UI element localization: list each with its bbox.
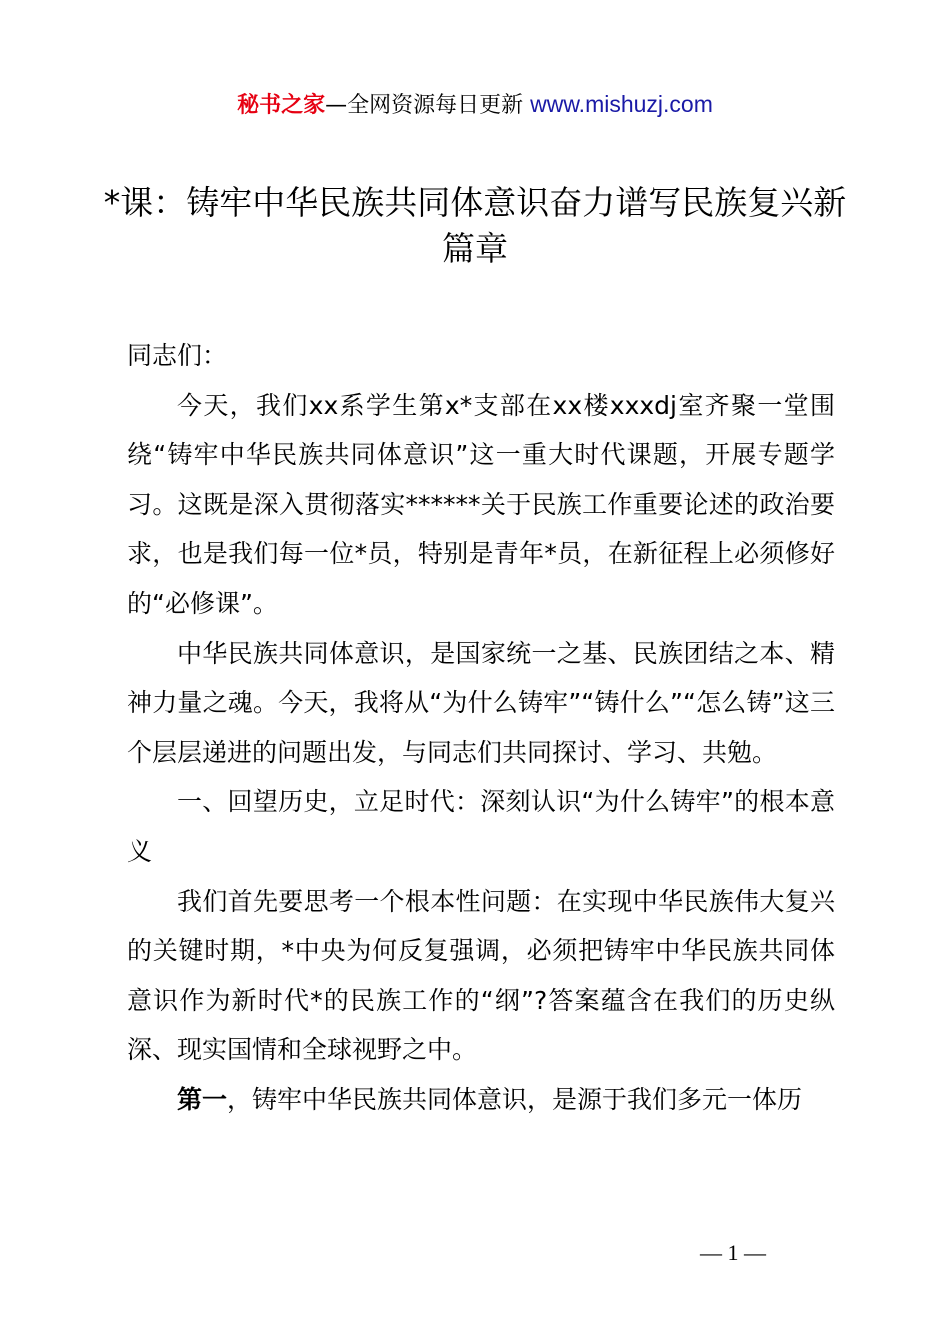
- site-url-link[interactable]: www.mishuzj.com: [530, 91, 713, 117]
- document-title: *课：铸牢中华民族共同体意识奋力谱写民族复兴新篇章: [103, 183, 847, 268]
- site-tagline: —全网资源每日更新: [325, 93, 531, 118]
- paragraph-3: 我们首先要思考一个根本性问题：在实现中华民族伟大复兴的关键时期，*中央为何反复强调，必须把铸牢中华民族共同体意识作为新时代*的民族工作的“纲”?答案蕴含在我们的历史纵深、现实国情和全球视野之中。: [127, 886, 835, 1065]
- paragraph-1: 今天，我们xx系学生第x*支部在xx楼xxxdj室齐聚一堂围绕“铸牢中华民族共同体意识”这一重大时代课题，开展专题学习。这既是深入贯彻落实******关于民族工作重要论述的政治要求，也是我们每一位*员，特别是青年*员，在新征程上必须修好的“必修课”。: [127, 390, 835, 618]
- paragraph-4-text: ，铸牢中华民族共同体意识，是源于我们多元一体历: [227, 1084, 803, 1114]
- site-header: [0, 88, 950, 122]
- paragraph-4: [127, 1075, 835, 1125]
- paragraph-2: 中华民族共同体意识，是国家统一之基、民族团结之本、精神力量之魂。今天，我将从“为什么铸牢”“铸什么”“怎么铸”这三个层层递进的问题出发，与同志们共同探讨、学习、共勉。: [127, 638, 835, 767]
- section-heading-1: 一、回望历史，立足时代：深刻认识“为什么铸牢”的根本意义: [127, 787, 835, 866]
- document-body: [127, 331, 835, 1125]
- paragraph-4-lead: 第一: [177, 1084, 228, 1114]
- salutation: 同志们：: [127, 341, 228, 370]
- page-number: — 1 —: [700, 1240, 766, 1265]
- site-brand: 秘书之家: [237, 93, 326, 118]
